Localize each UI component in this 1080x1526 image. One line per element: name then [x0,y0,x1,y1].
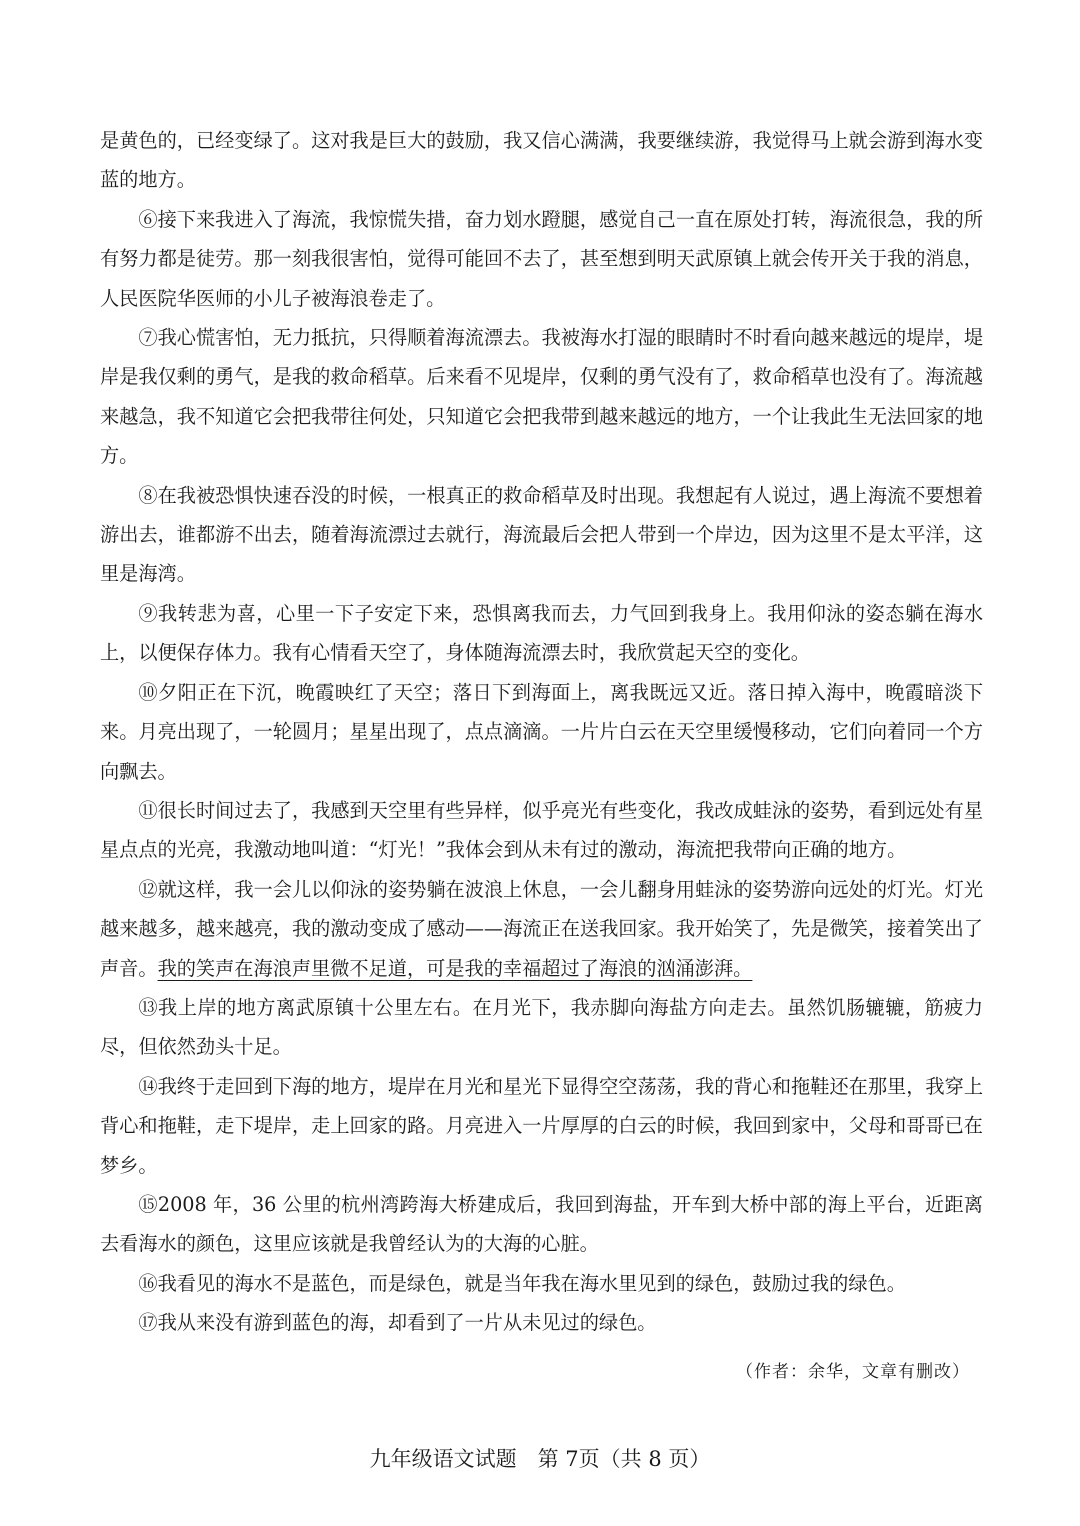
paragraph-17: ⑰我从来没有游到蓝色的海，却看到了一片从未见过的绿色。 [138,1311,657,1335]
paragraph-8: ⑧在我被恐惧快速吞没的时候，一根真正的救命稻草及时出现。我想起有人说过，遇上海流不要想着游出去，谁都游不出去，随着海流漂过去就行，海流最后会把人带到一个岸边，因为这里不是太平洋，这里是海湾。 [100,483,984,586]
underlined-sentence: 我的笑声在海浪声里微不足道，可是我的幸福超过了海浪的汹涌澎湃。 [157,956,753,980]
paragraph-number: ⑫ [138,877,158,901]
paragraph-number: ⑰ [138,1311,158,1335]
paragraph-6: ⑥接下来我进入了海流，我惊慌失措，奋力划水蹬腿，感觉自己一直在原处打转，海流很急，我的所有努力都是徒劳。那一刻我很害怕，觉得可能回不去了，甚至想到明天武原镇上就会传开关于我的消息，人民医院华医师的小儿子被海浪卷走了。 [100,207,984,310]
paragraph-11: ⑪很长时间过去了，我感到天空里有些异样，似乎亮光有些变化，我改成蛙泳的姿势，看到远处有星星点点的光亮，我激动地叫道：“灯光！”我体会到从未有过的激动，海流把我带向正确的地方。 [100,798,984,862]
paragraph-number: ⑦ [138,326,158,350]
paragraph-5-continued: 是黄色的，已经变绿了。这对我是巨大的鼓励，我又信心满满，我要继续游，我觉得马上就会游到海水变蓝的地方。 [100,129,983,192]
paragraph-16: ⑯我看见的海水不是蓝色，而是绿色，就是当年我在海水里见到的绿色，鼓励过我的绿色。 [138,1271,906,1295]
page-footer: 九年级语文试题 第 7页（共 8 页） [369,1447,711,1471]
paragraph-number: ⑮ [138,1192,158,1216]
paragraph-9: ⑨我转悲为喜，心里一下子安定下来，恐惧离我而去，力气回到我身上。我用仰泳的姿态躺在海水上，以便保存体力。我有心情看天空了，身体随海流漂去时，我欣赏起天空的变化。 [100,601,984,665]
paragraph-12: ⑫就这样，我一会儿以仰泳的姿势躺在波浪上休息，一会儿翻身用蛙泳的姿势游向远处的灯光。灯光越来越多，越来越亮，我的激动变成了感动——海流正在送我回家。我开始笑了，先是微笑，接着笑出了声音。我的笑声在海浪声里微不足道，可是我的幸福超过了海浪的汹涌澎湃。 [100,877,984,980]
author-attribution: （作者：余华，文章有删改） [736,1362,970,1382]
article-body [100,121,983,1343]
paragraph-number: ⑯ [138,1271,158,1295]
paragraph-number: ⑭ [138,1074,158,1098]
paragraph-13: ⑬我上岸的地方离武原镇十公里左右。在月光下，我赤脚向海盐方向走去。虽然饥肠辘辘，筋疲力尽，但依然劲头十足。 [100,995,984,1059]
paragraph-15: ⑮2008 年，36 公里的杭州湾跨海大桥建成后，我回到海盐，开车到大桥中部的海上平台，近距离去看海水的颜色，这里应该就是我曾经认为的大海的心脏。 [100,1192,983,1256]
paragraph-10: ⑩夕阳正在下沉，晚霞映红了天空；落日下到海面上，离我既远又近。落日掉入海中，晚霞暗淡下来。月亮出现了，一轮圆月；星星出现了，点点滴滴。一片片白云在天空里缓慢移动，它们向着同一个方向飘去。 [100,680,984,783]
paragraph-number: ⑩ [138,680,159,704]
paragraph-7: ⑦我心慌害怕，无力抵抗，只得顺着海流漂去。我被海水打湿的眼睛时不时看向越来越远的堤岸，堤岸是我仅剩的勇气，是我的救命稻草。后来看不见堤岸，仅剩的勇气没有了，救命稻草也没有了。海流越来越急，我不知道它会把我带往何处，只知道它会把我带到越来越远的地方，一个让我此生无法回家的地方。 [100,326,984,468]
paragraph-number: ⑨ [138,601,159,625]
paragraph-14: ⑭我终于走回到下海的地方，堤岸在月光和星光下显得空空荡荡，我的背心和拖鞋还在那里，我穿上背心和拖鞋，走下堤岸，走上回家的路。月亮进入一片厚厚的白云的时候，我回到家中，父母和哥哥已在梦乡。 [100,1074,984,1177]
paragraph-number: ⑧ [138,483,158,507]
paragraph-number: ⑬ [138,995,159,1019]
paragraph-number: ⑥ [138,207,158,231]
paragraph-number: ⑪ [138,798,158,822]
